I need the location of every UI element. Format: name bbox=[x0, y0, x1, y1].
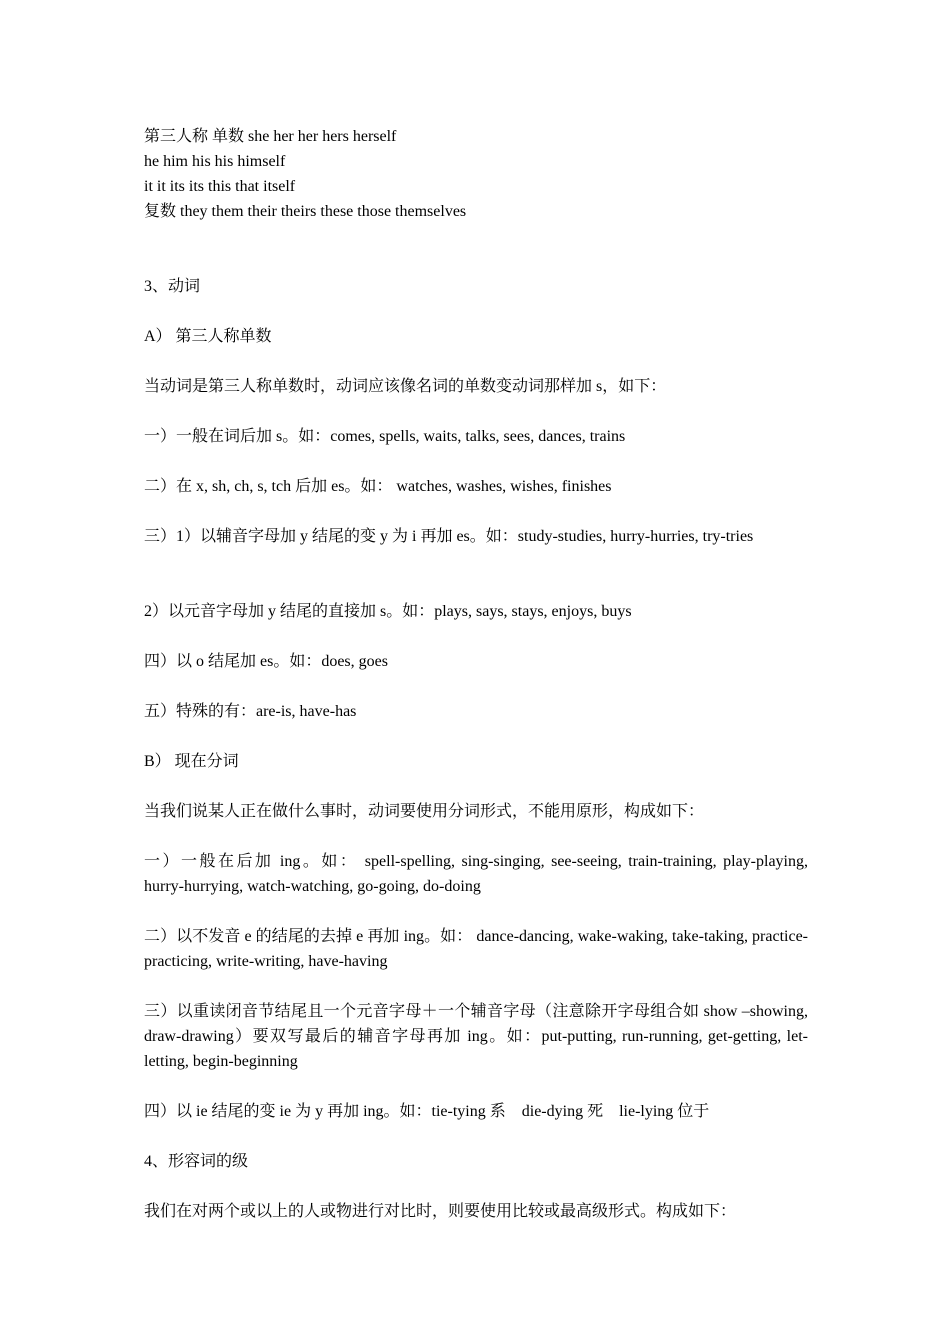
part-b-rule-4: 四）以 ie 结尾的变 ie 为 y 再加 ing。如：tie-tying 系 die-dying 死 lie-lying 位于 bbox=[144, 1103, 710, 1120]
pronoun-line-2: he him his his himself bbox=[144, 153, 286, 170]
part-a-intro: 当动词是第三人称单数时，动词应该像名词的单数变动词那样加 s，如下： bbox=[144, 378, 667, 395]
part-a-rule-3-1: 三）1）以辅音字母加 y 结尾的变 y 为 i 再加 es。如：study-studies, hurry-hurries, try-tries bbox=[144, 528, 754, 545]
part-b-rule-1: 一）一般在后加 ing。如： spell-spelling, sing-singing, see-seeing, train-training, play-playing, hurry-hurrying, watch-watching, go-going, do-doing bbox=[144, 853, 808, 895]
part-b-intro: 当我们说某人正在做什么事时，动词要使用分词形式，不能用原形，构成如下： bbox=[144, 803, 705, 820]
part-a-rule-4: 四）以 o 结尾加 es。如：does, goes bbox=[144, 653, 388, 670]
section-4-intro: 我们在对两个或以上的人或物进行对比时，则要使用比较或最高级形式。构成如下： bbox=[144, 1203, 737, 1220]
part-b-rule-2: 二）以不发音 e 的结尾的去掉 e 再加 ing。如： dance-dancing, wake-waking, take-taking, practice-practicing, write-writing, have-having bbox=[144, 928, 808, 970]
part-a-rule-5: 五）特殊的有：are-is, have-has bbox=[144, 703, 357, 720]
pronoun-line-1: 第三人称 单数 she her her hers herself bbox=[144, 128, 397, 145]
section-3-title: 3、动词 bbox=[144, 278, 201, 295]
section-4-title: 4、形容词的级 bbox=[144, 1153, 249, 1170]
pronoun-line-4: 复数 they them their theirs these those themselves bbox=[144, 203, 467, 220]
part-a-rule-1: 一）一般在词后加 s。如：comes, spells, waits, talks, sees, dances, trains bbox=[144, 428, 626, 445]
part-b-rule-3: 三）以重读闭音节结尾且一个元音字母＋一个辅音字母（注意除开字母组合如 show –showing, draw-drawing）要双写最后的辅音字母再加 ing。如：put-putting, run-running, get-getting, let-letting, begin-beginning bbox=[144, 1003, 808, 1070]
part-a-rule-2: 二）在 x, sh, ch, s, tch 后加 es。如： watches, washes, wishes, finishes bbox=[144, 478, 612, 495]
part-b-title: B） 现在分词 bbox=[144, 753, 239, 770]
part-a-rule-3-2: 2）以元音字母加 y 结尾的直接加 s。如：plays, says, stays, enjoys, buys bbox=[144, 603, 632, 620]
pronoun-line-3: it it its its this that itself bbox=[144, 178, 296, 195]
part-a-title: A） 第三人称单数 bbox=[144, 328, 272, 345]
document-page bbox=[144, 124, 808, 1224]
